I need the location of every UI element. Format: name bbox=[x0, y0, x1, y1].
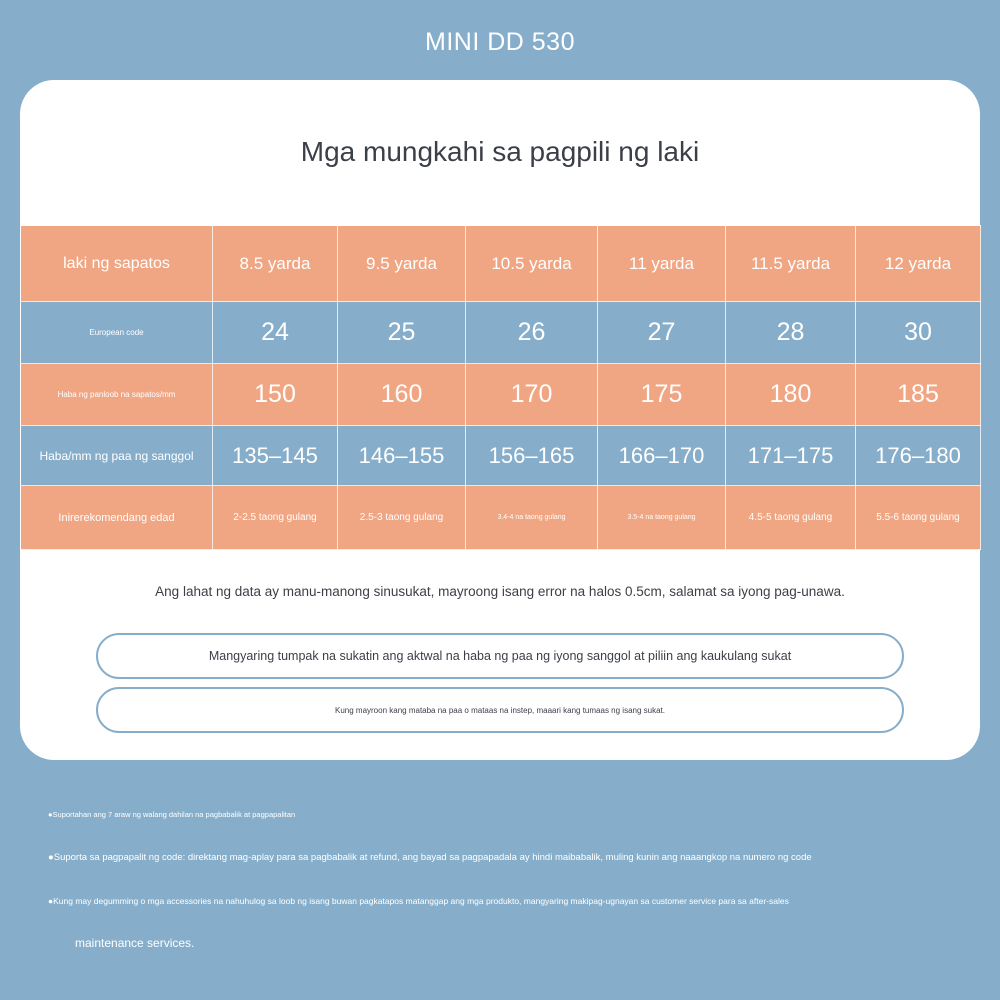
page-title: MINI DD 530 bbox=[425, 28, 575, 56]
row-label-recommended-age: Inirerekomendang edad bbox=[21, 486, 213, 550]
table-cell: 160 bbox=[338, 364, 466, 426]
table-row-shoe-size bbox=[21, 226, 981, 302]
table-cell: 30 bbox=[856, 302, 981, 364]
table-cell: 180 bbox=[726, 364, 856, 426]
measurement-note: Ang lahat ng data ay manu-manong sinusukat, mayroong isang error na halos 0.5cm, salamat sa iyong pag-unawa. bbox=[155, 584, 845, 599]
tip-measure-foot bbox=[96, 633, 904, 679]
card-title: Mga mungkahi sa pagpili ng laki bbox=[300, 136, 700, 167]
table-row-european-code bbox=[21, 302, 981, 364]
table-cell: 11 yarda bbox=[598, 226, 726, 302]
footer-line-return-policy: ●Suportahan ang 7 araw ng walang dahilan na pagbabalik at pagpapalitan bbox=[48, 810, 296, 819]
table-cell: 24 bbox=[213, 302, 338, 364]
table-row-recommended-age bbox=[21, 486, 981, 550]
table-cell: 10.5 yarda bbox=[466, 226, 598, 302]
size-table bbox=[20, 225, 981, 550]
row-label-european-code: European code bbox=[21, 302, 213, 364]
table-row-foot-length bbox=[21, 426, 981, 486]
footer-line-maintenance: maintenance services. bbox=[75, 936, 195, 950]
size-guide-card bbox=[20, 80, 980, 760]
table-cell: 171–175 bbox=[726, 426, 856, 486]
row-label-shoe-size: laki ng sapatos bbox=[21, 226, 213, 302]
tip-text: Mangyaring tumpak na sukatin ang aktwal na haba ng paa ng iyong sanggol at piliin ang kaukulang sukat bbox=[208, 649, 792, 663]
footer-line-after-sales: ●Kung may degumming o mga accessories na nahuhulog sa loob ng isang buwan pagkatapos matanggap ang mga produkto, mangyaring makipag-ugnayan sa customer service para sa after-sales bbox=[48, 896, 789, 906]
table-cell: 185 bbox=[856, 364, 981, 426]
table-cell: 170 bbox=[466, 364, 598, 426]
table-cell: 4.5-5 taong gulang bbox=[726, 486, 856, 550]
table-cell: 146–155 bbox=[338, 426, 466, 486]
table-cell: 3.5-4 na taong gulang bbox=[598, 486, 726, 550]
row-label-foot-length: Haba/mm ng paa ng sanggol bbox=[21, 426, 213, 486]
row-label-inner-length: Haba ng panloob na sapatos/mm bbox=[21, 364, 213, 426]
table-cell: 135–145 bbox=[213, 426, 338, 486]
table-cell: 27 bbox=[598, 302, 726, 364]
table-cell: 166–170 bbox=[598, 426, 726, 486]
table-cell: 3.4-4 na taong gulang bbox=[466, 486, 598, 550]
tip-size-up bbox=[96, 687, 904, 733]
table-cell: 9.5 yarda bbox=[338, 226, 466, 302]
table-cell: 8.5 yarda bbox=[213, 226, 338, 302]
table-cell: 12 yarda bbox=[856, 226, 981, 302]
table-cell: 176–180 bbox=[856, 426, 981, 486]
footer-line-exchange-policy: ●Suporta sa pagpapalit ng code: direktang mag-aplay para sa pagbabalik at refund, ang bayad sa pagpapadala ay hindi maibabalik, muling kunin ang naaangkop na numero ng code bbox=[48, 852, 812, 863]
table-cell: 175 bbox=[598, 364, 726, 426]
table-cell: 2.5-3 taong gulang bbox=[338, 486, 466, 550]
table-cell: 28 bbox=[726, 302, 856, 364]
table-cell: 25 bbox=[338, 302, 466, 364]
table-row-inner-length bbox=[21, 364, 981, 426]
table-cell: 2-2.5 taong gulang bbox=[213, 486, 338, 550]
table-cell: 5.5-6 taong gulang bbox=[856, 486, 981, 550]
table-cell: 150 bbox=[213, 364, 338, 426]
tip-text: Kung mayroon kang mataba na paa o mataas na instep, maaari kang tumaas ng isang sukat. bbox=[335, 705, 665, 715]
table-cell: 156–165 bbox=[466, 426, 598, 486]
table-cell: 26 bbox=[466, 302, 598, 364]
table-cell: 11.5 yarda bbox=[726, 226, 856, 302]
